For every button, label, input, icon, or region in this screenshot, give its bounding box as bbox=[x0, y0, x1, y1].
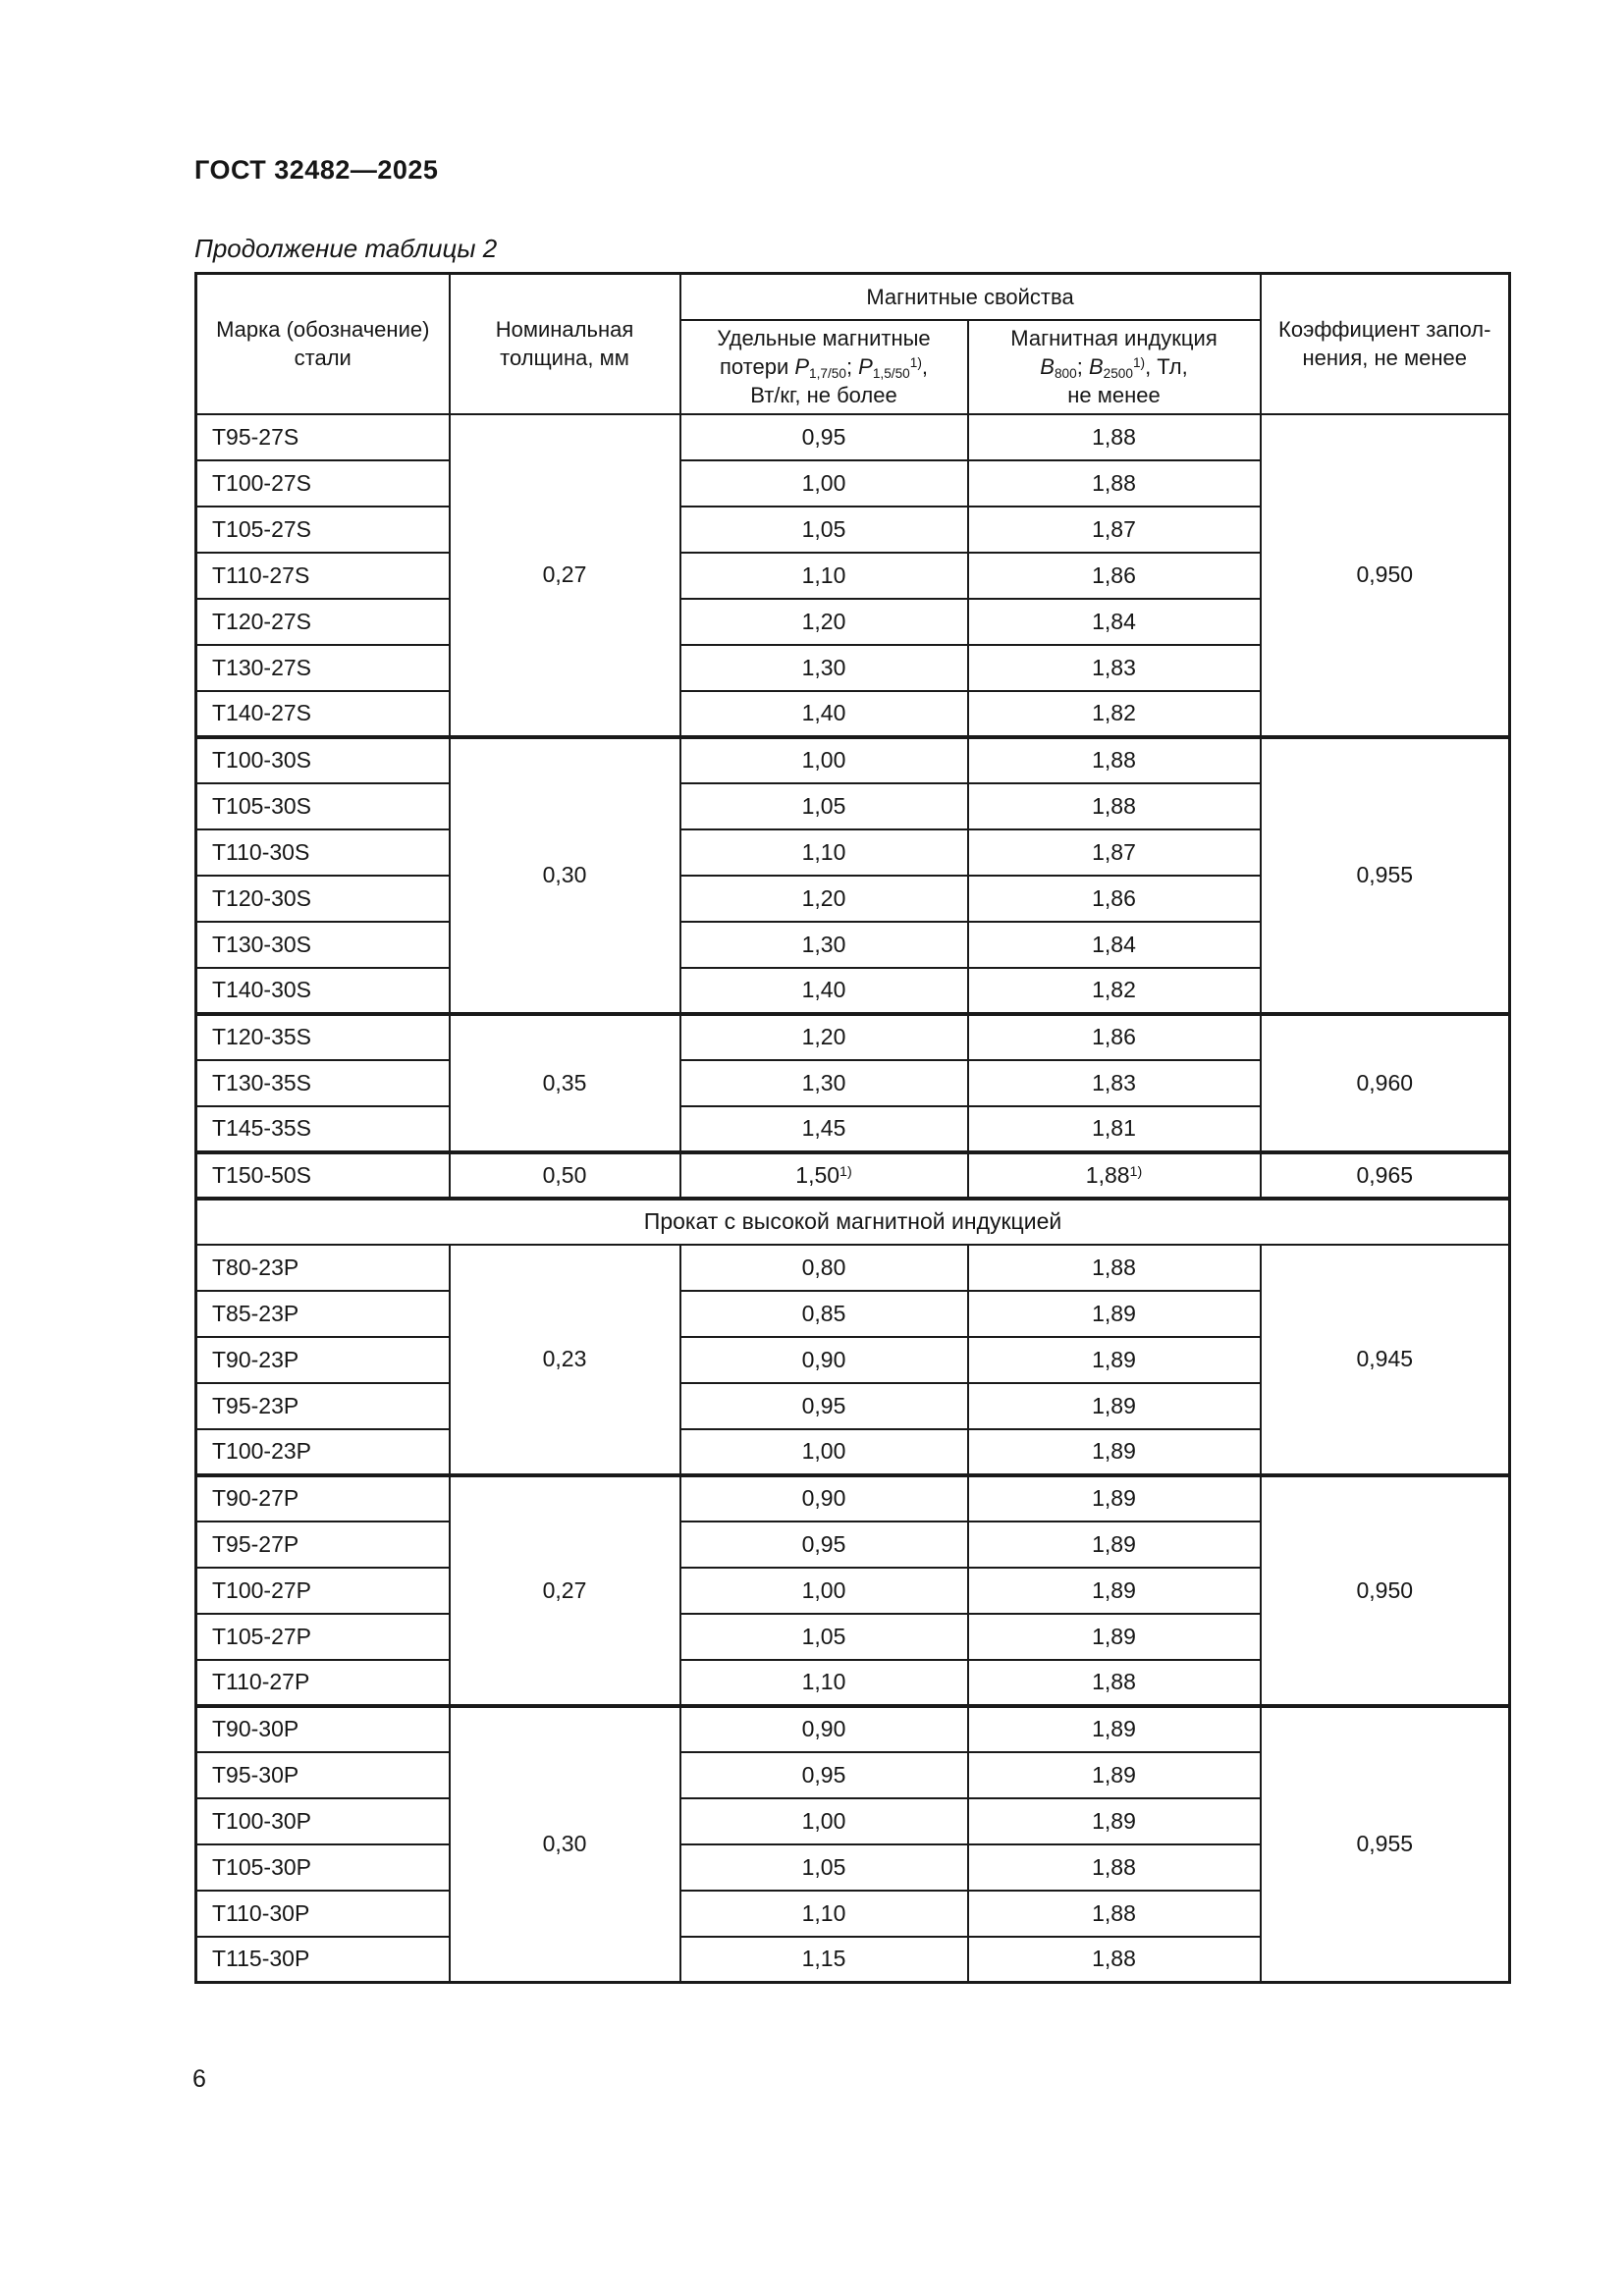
induction-cell: 1,82 bbox=[968, 968, 1261, 1014]
loss-cell: 1,05 bbox=[680, 1844, 968, 1891]
table-caption: Продолжение таблицы 2 bbox=[194, 234, 498, 263]
induction-b2-symbol: B bbox=[1088, 354, 1104, 379]
induction-cell: 1,84 bbox=[968, 922, 1261, 968]
induction-cell: 1,89 bbox=[968, 1291, 1261, 1337]
loss-cell: 1,00 bbox=[680, 460, 968, 507]
loss-cell: 1,40 bbox=[680, 968, 968, 1014]
loss-cell: 1,10 bbox=[680, 1891, 968, 1937]
steel-magnetic-properties-table bbox=[194, 272, 1511, 1984]
grade-cell: Т105-27S bbox=[196, 507, 450, 553]
loss-cell: 1,00 bbox=[680, 1429, 968, 1475]
induction-cell: 1,89 bbox=[968, 1568, 1261, 1614]
page-number: 6 bbox=[192, 2065, 206, 2093]
loss-cell: 1,00 bbox=[680, 737, 968, 783]
loss-cell: 0,90 bbox=[680, 1475, 968, 1522]
fill-factor-cell: 0,965 bbox=[1261, 1152, 1510, 1199]
induction-cell: 1,89 bbox=[968, 1337, 1261, 1383]
fill-factor-line1: Коэффициент запол- bbox=[1278, 317, 1491, 343]
induction-cell: 1,88 bbox=[968, 460, 1261, 507]
induction-cell: 1,88 bbox=[968, 737, 1261, 783]
loss-cell: 1,15 bbox=[680, 1937, 968, 1983]
loss-cell: 1,40 bbox=[680, 691, 968, 737]
table-head bbox=[196, 274, 1510, 414]
grade-cell: Т95-30Р bbox=[196, 1752, 450, 1798]
thickness-cell: 0,35 bbox=[450, 1014, 680, 1152]
header-magnetic-induction bbox=[968, 320, 1261, 414]
fill-factor-cell: 0,945 bbox=[1261, 1245, 1510, 1475]
induction-cell: 1,87 bbox=[968, 507, 1261, 553]
loss-cell: 1,20 bbox=[680, 1014, 968, 1060]
grade-cell: Т145-35S bbox=[196, 1106, 450, 1152]
loss-cell: 0,90 bbox=[680, 1706, 968, 1752]
fill-factor-cell: 0,960 bbox=[1261, 1014, 1510, 1152]
fill-factor-cell: 0,955 bbox=[1261, 1706, 1510, 1983]
grade-cell: Т150-50S bbox=[196, 1152, 450, 1199]
loss-cell: 0,95 bbox=[680, 1383, 968, 1429]
loss-cell: 0,95 bbox=[680, 1752, 968, 1798]
loss-cell: 1,30 bbox=[680, 1060, 968, 1106]
grade-cell: Т130-27S bbox=[196, 645, 450, 691]
induction-cell: 1,89 bbox=[968, 1522, 1261, 1568]
grade-cell: Т100-27S bbox=[196, 460, 450, 507]
induction-cell: 1,89 bbox=[968, 1475, 1261, 1522]
induction-line1: Магнитная индукция bbox=[1010, 326, 1218, 350]
fill-factor-line2: нения, не менее bbox=[1302, 346, 1467, 371]
induction-cell: 1,89 bbox=[968, 1383, 1261, 1429]
grade-cell: Т100-30Р bbox=[196, 1798, 450, 1844]
grade-cell: Т85-23Р bbox=[196, 1291, 450, 1337]
losses-p2-symbol: P bbox=[858, 354, 873, 379]
table-body bbox=[196, 414, 1510, 1983]
loss-cell: 1,10 bbox=[680, 553, 968, 599]
losses-p1-symbol: P bbox=[794, 354, 810, 379]
loss-cell: 0,95 bbox=[680, 414, 968, 460]
fill-factor-cell: 0,950 bbox=[1261, 1475, 1510, 1706]
grade-cell: Т80-23Р bbox=[196, 1245, 450, 1291]
induction-cell: 1,86 bbox=[968, 1014, 1261, 1060]
header-specific-losses bbox=[680, 320, 968, 414]
induction-line3: не менее bbox=[1067, 383, 1161, 407]
fill-factor-cell: 0,955 bbox=[1261, 737, 1510, 1014]
induction-cell: 1,89 bbox=[968, 1706, 1261, 1752]
losses-separator: ; bbox=[845, 354, 859, 379]
thickness-cell: 0,30 bbox=[450, 1706, 680, 1983]
grade-cell: Т110-30S bbox=[196, 829, 450, 876]
induction-cell: 1,89 bbox=[968, 1798, 1261, 1844]
loss-cell: 1,10 bbox=[680, 1660, 968, 1706]
induction-suffix: , Тл, bbox=[1145, 354, 1188, 379]
grade-cell: Т140-27S bbox=[196, 691, 450, 737]
loss-cell: 0,95 bbox=[680, 1522, 968, 1568]
header-thickness: Номинальная толщина, мм bbox=[450, 274, 680, 414]
grade-cell: Т140-30S bbox=[196, 968, 450, 1014]
thickness-cell: 0,23 bbox=[450, 1245, 680, 1475]
table-row bbox=[196, 1152, 1510, 1199]
induction-cell: 1,89 bbox=[968, 1614, 1261, 1660]
losses-prefix: потери bbox=[719, 354, 795, 379]
grade-cell: Т110-27Р bbox=[196, 1660, 450, 1706]
induction-cell: 1,88 bbox=[968, 1937, 1261, 1983]
grade-cell: Т100-27Р bbox=[196, 1568, 450, 1614]
thickness-cell: 0,27 bbox=[450, 414, 680, 737]
fill-factor-cell: 0,950 bbox=[1261, 414, 1510, 737]
loss-cell: 1,50$^{1)}$ bbox=[680, 1152, 968, 1199]
loss-cell: 1,45 bbox=[680, 1106, 968, 1152]
loss-cell: 1,20 bbox=[680, 599, 968, 645]
grade-cell: Т100-23Р bbox=[196, 1429, 450, 1475]
header-row-top bbox=[196, 274, 1510, 320]
table-row bbox=[196, 1245, 1510, 1291]
grade-cell: Т120-35S bbox=[196, 1014, 450, 1060]
thickness-cell: 0,50 bbox=[450, 1152, 680, 1199]
grade-cell: Т120-27S bbox=[196, 599, 450, 645]
induction-cell: 1,88 bbox=[968, 783, 1261, 829]
induction-cell: 1,82 bbox=[968, 691, 1261, 737]
induction-cell: 1,83 bbox=[968, 645, 1261, 691]
induction-cell: 1,84 bbox=[968, 599, 1261, 645]
grade-cell: Т105-30S bbox=[196, 783, 450, 829]
grade-cell: Т95-27S bbox=[196, 414, 450, 460]
induction-b2-subscript: 2500 bbox=[1103, 366, 1133, 382]
grade-cell: Т105-27Р bbox=[196, 1614, 450, 1660]
grade-cell: Т90-23Р bbox=[196, 1337, 450, 1383]
losses-p1-subscript: 1,7/50 bbox=[809, 366, 846, 382]
thickness-cell: 0,30 bbox=[450, 737, 680, 1014]
loss-cell: 1,05 bbox=[680, 1614, 968, 1660]
induction-cell: 1,86 bbox=[968, 553, 1261, 599]
table-row bbox=[196, 1706, 1510, 1752]
grade-cell: Т130-30S bbox=[196, 922, 450, 968]
loss-cell: 1,30 bbox=[680, 645, 968, 691]
grade-cell: Т110-30Р bbox=[196, 1891, 450, 1937]
footnote-mark: 1) bbox=[1129, 1163, 1143, 1180]
induction-cell: 1,86 bbox=[968, 876, 1261, 922]
grade-cell: Т120-30S bbox=[196, 876, 450, 922]
loss-cell: 1,20 bbox=[680, 876, 968, 922]
grade-cell: Т95-23Р bbox=[196, 1383, 450, 1429]
loss-cell: 0,80 bbox=[680, 1245, 968, 1291]
grade-cell: Т90-30Р bbox=[196, 1706, 450, 1752]
table-row bbox=[196, 1014, 1510, 1060]
table-row bbox=[196, 414, 1510, 460]
grade-cell: Т90-27Р bbox=[196, 1475, 450, 1522]
induction-cell: 1,81 bbox=[968, 1106, 1261, 1152]
section-row bbox=[196, 1199, 1510, 1245]
induction-cell: 1,88 bbox=[968, 414, 1261, 460]
induction-b1-subscript: 800 bbox=[1054, 366, 1077, 382]
header-fill-factor bbox=[1261, 274, 1510, 414]
induction-cell: 1,89 bbox=[968, 1429, 1261, 1475]
losses-line1: Удельные магнитные bbox=[717, 326, 931, 350]
induction-cell: 1,88 bbox=[968, 1891, 1261, 1937]
loss-cell: 1,05 bbox=[680, 507, 968, 553]
grade-cell: Т100-30S bbox=[196, 737, 450, 783]
grade-cell: Т115-30Р bbox=[196, 1937, 450, 1983]
header-grade: Марка (обозначение) стали bbox=[196, 274, 450, 414]
section-header-cell: Прокат с высокой магнитной индукцией bbox=[196, 1199, 1510, 1245]
grade-cell: Т110-27S bbox=[196, 553, 450, 599]
losses-footnote-mark: 1) bbox=[909, 355, 922, 371]
induction-cell: 1,88$^{1)}$ bbox=[968, 1152, 1261, 1199]
loss-cell: 1,00 bbox=[680, 1568, 968, 1614]
induction-cell: 1,87 bbox=[968, 829, 1261, 876]
induction-footnote-mark: 1) bbox=[1132, 355, 1146, 371]
losses-suffix: , bbox=[921, 354, 928, 379]
loss-cell: 1,05 bbox=[680, 783, 968, 829]
doc-code: ГОСТ 32482—2025 bbox=[194, 155, 439, 185]
induction-cell: 1,89 bbox=[968, 1752, 1261, 1798]
grade-cell: Т105-30Р bbox=[196, 1844, 450, 1891]
loss-cell: 1,00 bbox=[680, 1798, 968, 1844]
induction-cell: 1,88 bbox=[968, 1245, 1261, 1291]
losses-p2-subscript: 1,5/50 bbox=[872, 366, 910, 382]
induction-cell: 1,88 bbox=[968, 1844, 1261, 1891]
loss-cell: 0,85 bbox=[680, 1291, 968, 1337]
grade-cell: Т95-27Р bbox=[196, 1522, 450, 1568]
header-magnetic-properties: Магнитные свойства bbox=[680, 274, 1261, 320]
loss-cell: 1,30 bbox=[680, 922, 968, 968]
loss-cell: 1,10 bbox=[680, 829, 968, 876]
loss-cell: 0,90 bbox=[680, 1337, 968, 1383]
footnote-mark: 1) bbox=[839, 1163, 852, 1180]
grade-cell: Т130-35S bbox=[196, 1060, 450, 1106]
losses-line3: Вт/кг, не более bbox=[750, 383, 897, 407]
table-row bbox=[196, 1475, 1510, 1522]
induction-cell: 1,83 bbox=[968, 1060, 1261, 1106]
induction-separator: ; bbox=[1076, 354, 1089, 379]
thickness-cell: 0,27 bbox=[450, 1475, 680, 1706]
induction-cell: 1,88 bbox=[968, 1660, 1261, 1706]
table-row bbox=[196, 737, 1510, 783]
induction-b1-symbol: B bbox=[1040, 354, 1055, 379]
